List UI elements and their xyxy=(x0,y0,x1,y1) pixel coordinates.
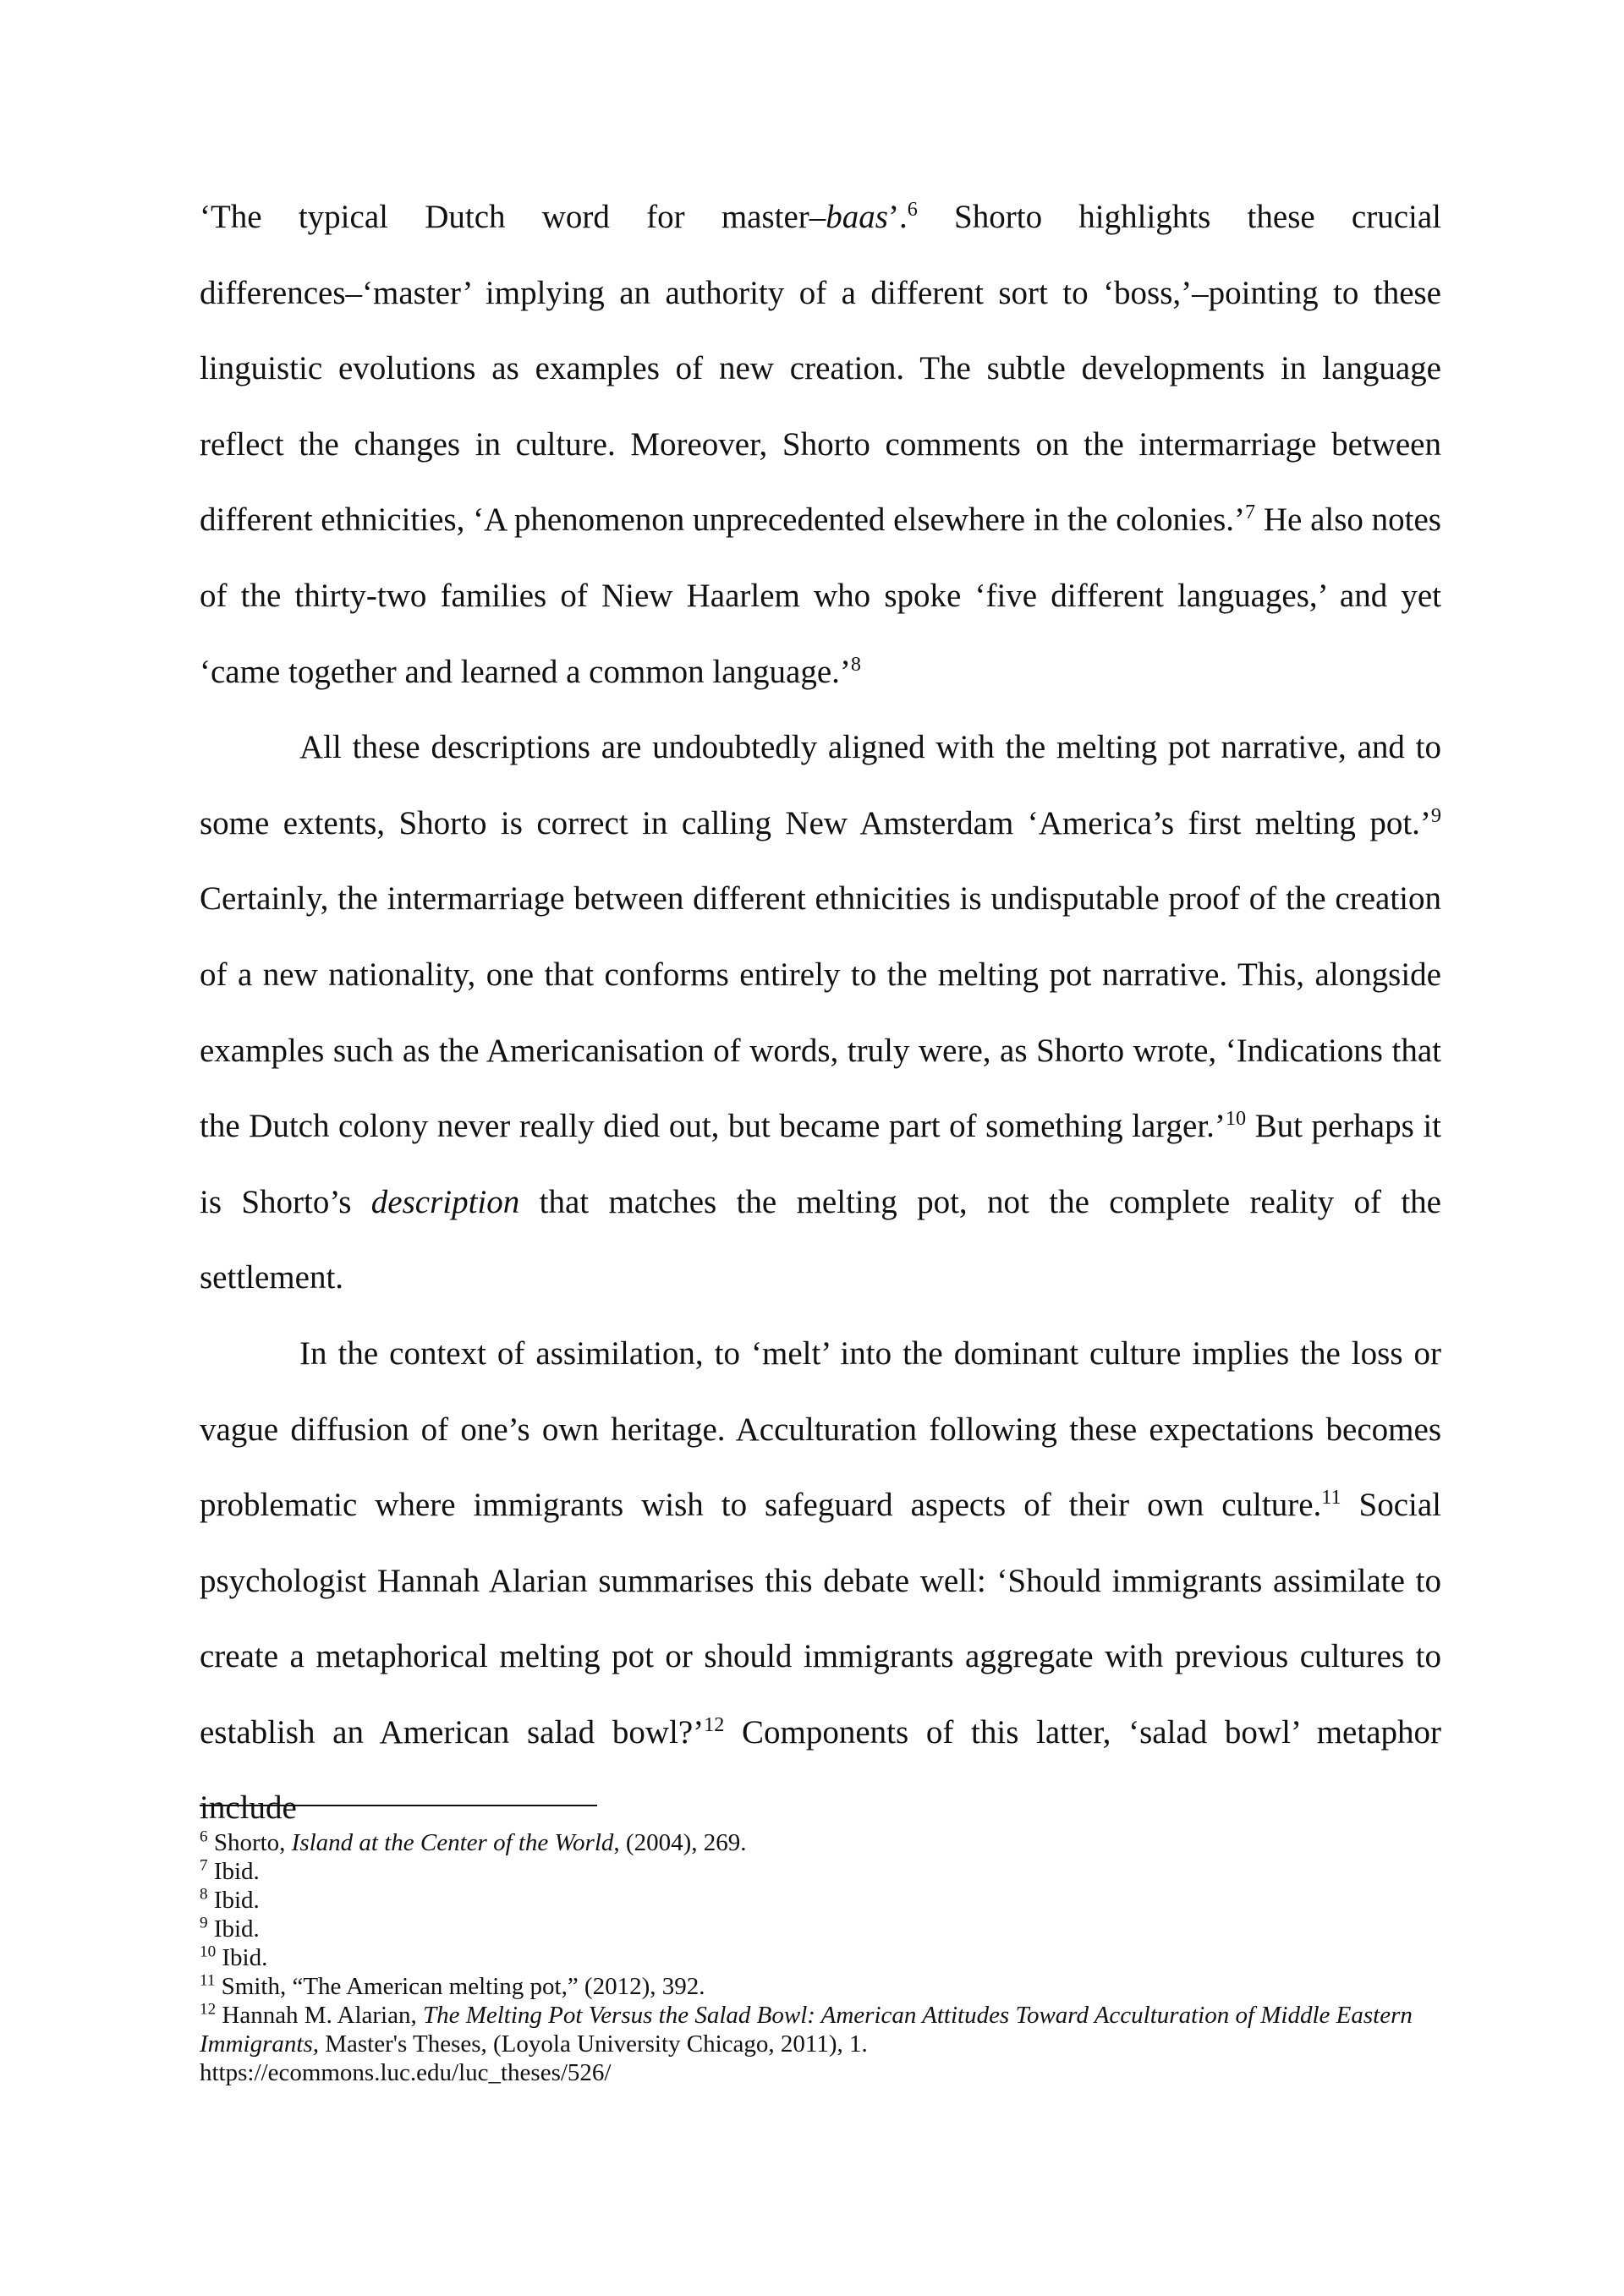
footnote-ref: 8 xyxy=(850,652,861,676)
footnote-ref: 7 xyxy=(1245,501,1256,524)
footnote-ref: 9 xyxy=(1430,803,1441,827)
italic-term: baas xyxy=(826,199,888,235)
footnote-url[interactable]: https://ecommons.luc.edu/luc_theses/526/ xyxy=(200,2059,612,2086)
footnote-7: $^7$ Ibid. xyxy=(200,1856,260,1885)
footnote-number: 7 xyxy=(200,1856,208,1875)
footnote-title: The Melting Pot Versus the Salad Bowl: American Attitudes Toward Acculturation of Middle Eastern Immigrants, xyxy=(200,2002,1413,2058)
footnote-6: $^6$ Shorto, Island at the Center of the World, (2004), 269. xyxy=(200,1827,747,1856)
footnote-number: 11 xyxy=(200,1971,216,1990)
footnotes xyxy=(200,1828,1443,2087)
footnote-number: 10 xyxy=(200,1943,217,1961)
footnote-ref: 6 xyxy=(907,198,918,221)
footnote-10: $^{10}$ Ibid. xyxy=(200,1943,268,1971)
footnote-number: 8 xyxy=(200,1885,208,1904)
footnote-number: 9 xyxy=(200,1914,208,1932)
paragraph-1: ‘The typical Dutch word for master–baas’.$^6$ Shorto highlights these crucial differences–‘master’ implying an authority of a different sort to ‘boss,’–pointing to these linguistic evolutions as examples of new creation. The subtle developments in language reflect the changes in culture. Moreover, Shorto comments on the intermarriage between different ethnicities, ‘A phenomenon unprecedented elsewhere in the colonies.’$^7$ He also notes of the thirty-two families of Niew Haarlem who spoke ‘five different languages,’ and yet ‘came together and learned a common language.’$^8$ xyxy=(200,198,1441,690)
paragraph-3: In the context of assimilation, to ‘melt’ into the dominant culture implies the loss or vague diffusion of one’s own heritage. Acculturation following these expectations becomes problematic where immigrants wish to safeguard aspects of their own culture.$^{11}$ Social psychologist Hannah Alarian summarises this debate well: ‘Should immigrants assimilate to create a metaphorical melting pot or should immigrants aggregate with previous cultures to establish an American salad bowl?’$^{12}$ Components of this latter, ‘salad bowl’ metaphor include xyxy=(200,1334,1441,1827)
body-text xyxy=(200,179,1441,1846)
italic-term: description xyxy=(370,1183,520,1220)
footnote-ref: 12 xyxy=(704,1712,725,1736)
footnote-ref: 11 xyxy=(1321,1486,1341,1510)
footnote-separator xyxy=(200,1805,597,1806)
footnote-number: 12 xyxy=(200,2000,217,2019)
footnote-12: $^{12}$ Hannah M. Alarian, The Melting Pot Versus the Salad Bowl: American Attitudes Toward Acculturation of Middle Eastern Immigrants, Master's Theses, (Loyola University Chicago, 2011), 1. https://ecommons.luc.edu/luc_theses/526/ xyxy=(200,2000,1413,2086)
footnote-number: 6 xyxy=(200,1827,208,1846)
footnote-9: $^9$ Ibid. xyxy=(200,1914,260,1943)
footnote-ref: 10 xyxy=(1225,1107,1247,1131)
footnote-title: Island at the Center of the World xyxy=(291,1829,614,1856)
footnote-11: $^{11}$ Smith, “The American melting pot,” (2012), 392. xyxy=(200,1971,705,2000)
paragraph-2: All these descriptions are undoubtedly aligned with the melting pot narrative, and to some extents, Shorto is correct in calling New Amsterdam ‘America’s first melting pot.’$^9$ Certainly, the intermarriage between different ethnicities is undisputable proof of the creation of a new nationality, one that conforms entirely to the melting pot narrative. This, alongside examples such as the Americanisation of words, truly were, as Shorto wrote, ‘Indications that the Dutch colony never really died out, but became part of something larger.’$^{10}$ But perhaps it is Shorto’s description that matches the melting pot, not the complete reality of the settlement. xyxy=(200,729,1441,1296)
footnote-8: $^8$ Ibid. xyxy=(200,1885,260,1914)
